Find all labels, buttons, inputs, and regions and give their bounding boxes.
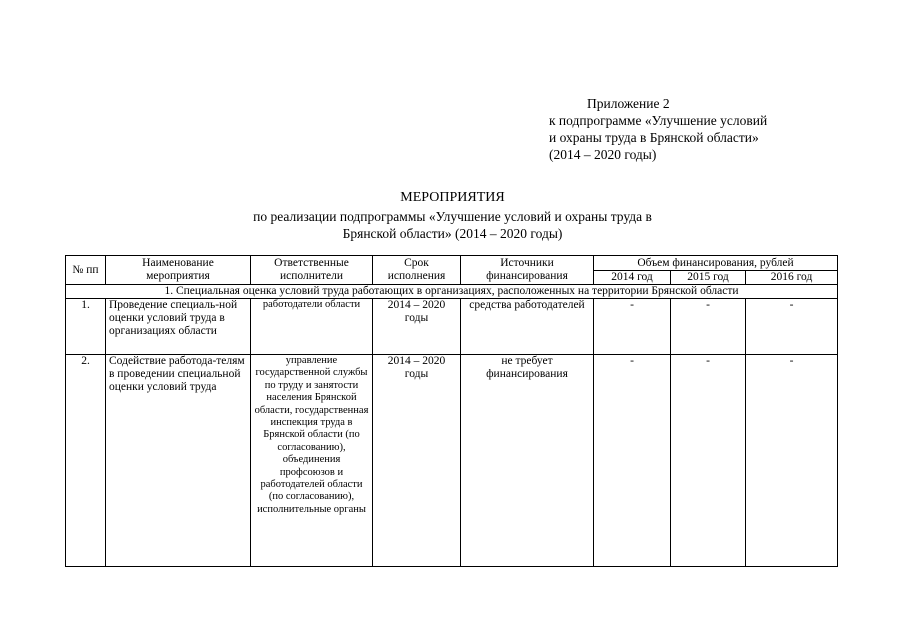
row-value-2014: - (594, 299, 671, 355)
header-term: Срок исполнения (373, 256, 461, 285)
row-source: средства работодателей (461, 299, 594, 355)
row-num: 2. (66, 355, 106, 567)
header-name: Наименование мероприятия (106, 256, 251, 285)
row-name: Проведение специаль-ной оценки условий труда в организациях области (106, 299, 251, 355)
row-value-2016: - (746, 355, 838, 567)
header-volume: Объем финансирования, рублей (594, 256, 838, 271)
row-name: Содействие работода-телям в проведении специальной оценки условий труда (106, 355, 251, 567)
appendix-line: (2014 – 2020 годы) (549, 147, 657, 162)
row-num: 1. (66, 299, 106, 355)
row-responsible: работодатели области (251, 299, 373, 355)
header-year-2014: 2014 год (594, 271, 671, 285)
header-year-2015: 2015 год (671, 271, 746, 285)
measures-table (65, 255, 838, 567)
row-value-2015: - (671, 355, 746, 567)
appendix-block (549, 95, 767, 163)
appendix-line: к подпрограмме «Улучшение условий (549, 113, 768, 128)
header-num: № пп (66, 256, 106, 285)
row-term: 2014 – 2020 годы (373, 299, 461, 355)
appendix-line: и охраны труда в Брянской области» (549, 130, 759, 145)
header-responsible: Ответственные исполнители (251, 256, 373, 285)
row-term: 2014 – 2020 годы (373, 355, 461, 567)
document-subtitle: Брянской области» (2014 – 2020 годы) (342, 226, 563, 241)
header-year-2016: 2016 год (746, 271, 838, 285)
row-responsible: управление государственной службы по труду и занятости населения Брянской области, государственная инспекция труда в Брянской области (по согласованию), объединения профсоюзов и работодателей области (по согласованию), исполнительные органы (251, 355, 373, 567)
row-value-2015: - (671, 299, 746, 355)
appendix-line: Приложение 2 (587, 96, 670, 111)
row-value-2014: - (594, 355, 671, 567)
row-source: не требует финансирования (461, 355, 594, 567)
table-row (66, 355, 838, 567)
row-value-2016: - (746, 299, 838, 355)
document-subtitle: по реализации подпрограммы «Улучшение условий и охраны труда в (253, 209, 652, 224)
table-row (66, 299, 838, 355)
section-heading: 1. Специальная оценка условий труда работающих в организациях, расположенных на территории Брянской области (66, 285, 838, 299)
document-title: МЕРОПРИЯТИЯ (400, 190, 505, 205)
header-sources: Источники финансирования (461, 256, 594, 285)
